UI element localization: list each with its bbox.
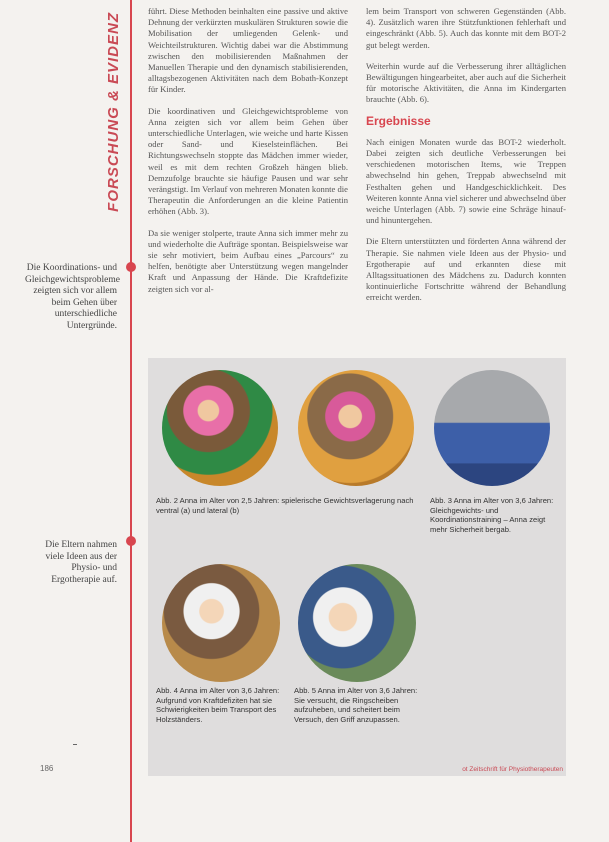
results-heading: Ergebnisse bbox=[366, 113, 431, 128]
paragraph: lem beim Transport von schweren Gegenständen (Abb. 4). Zusätzlich waren ihre Stützfunktionen fehlerhaft und eingeschränkt (Abb. 5). Auch das konnte mit dem BOT-2 gut belegt werden. bbox=[366, 6, 566, 50]
paragraph: Nach einigen Monaten wurde das BOT-2 wiederholt. Dabei zeigten sich deutliche Verbesserungen bei verschiedenen motorischen Items, wie Treppen abwechselnd hin gehen, Treppab abwechselnd mit Festhalten gehen und Handgeschicklichkeit. Des Weiteren konnte Anna viel sicherer und abwechselnd über weiche Unterlagen (Abb. 7) sowie eine Schräge hinauf- und hinuntergehen. bbox=[366, 136, 566, 226]
paragraph: Da sie weniger stolperte, traute Anna sich immer mehr zu und wiederholte die Aufträge spontan. Beispielsweise war sie sehr motiviert, beim Aufbau eines „Parcours“ zu helfen, benötigte aber Unterstützung wegen mangelnder Kraft und Anpassung der Hände. Die Kraftdefizite zeigten sich vor al- bbox=[148, 227, 348, 294]
margin-note-marker bbox=[126, 262, 136, 272]
page-number: 186 bbox=[40, 764, 54, 773]
paragraph: Die Eltern unterstützten und förderten Anna während der Therapie. Sie nahmen viele Ideen aus der Physio- und Ergotherapie auf und erkannten diese mit Alltagssituationen des Mädchens zu. Dadurch konnten kontinuierliche Fortschritte während der Behandlung erreicht werden. bbox=[366, 236, 566, 303]
photo-abb5 bbox=[298, 564, 416, 682]
photo-abb4 bbox=[162, 564, 280, 682]
margin-note-marker bbox=[126, 536, 136, 546]
journal-name: ot Zeitschrift für Physiotherapeuten bbox=[462, 766, 563, 773]
caption-abb2: Abb. 2 Anna im Alter von 2,5 Jahren: spielerische Gewichtsverlagerung nach ventral (a) und lateral (b) bbox=[156, 496, 414, 515]
paragraph: Weiterhin wurde auf die Verbesserung ihrer alltäglichen Bewältigungen hingearbeitet, aber auch auf die Sicherheit für motorische Aktivitäten, die Anna im Kindergarten brauchte (Abb. 6). bbox=[366, 60, 566, 105]
photo-abb2a bbox=[162, 370, 278, 486]
section-rule bbox=[130, 0, 132, 842]
photo-abb2b bbox=[298, 370, 414, 486]
paragraph: Die koordinativen und Gleichgewichtsprobleme von Anna zeigten sich vor allem beim Gehen über unterschiedliche Unterlagen, wie weiche und harte Kissen oder Sand- und Kieselsteinflächen. Bei Richtungswechseln stoppte das Mädchen immer wieder, weil es mit dem rechten Großzeh hängen blieb. Demzufolge brauchte sie häufige Pausen und war sehr verängstigt. Im Verlauf von mehreren Monaten konnte die Therapeutin die Anforderungen an die kleine Patientin erhöhen (Abb. 3). bbox=[148, 105, 348, 217]
caption-abb4: Abb. 4 Anna im Alter von 3,6 Jahren: Aufgrund von Kraftdefiziten hat sie Schwierigkeiten beim Transport des Holzständers. bbox=[156, 686, 280, 724]
footer-dash bbox=[73, 744, 77, 745]
paragraph: führt. Diese Methoden beinhalten eine passive und aktive Dehnung der verkürzten muskulären Strukturen sowie die Mobilisation der umliegenden Gelenk- und Weichteilstrukturen. Wichtig dabei war die Abstimmung zwischen den mobilisierenden Maßnahmen der Manuellen Therapie und den dynamisch stabilisierenden, alltagsbezogenen Aktivitäten nach dem Bobath-Konzept für Kinder. bbox=[148, 6, 348, 95]
margin-note-1: Die Koordinations- und Gleichgewichtsprobleme zeigten sich vor allem beim Gehen über unterschiedliche Untergründe. bbox=[25, 263, 120, 331]
text-column-1 bbox=[148, 6, 348, 305]
caption-abb3: Abb. 3 Anna im Alter von 3,6 Jahren: Gleichgewichts- und Koordinationstraining – Anna zeigt mehr Sicherheit bergab. bbox=[430, 496, 554, 534]
margin-note-2: Die Eltern nahmen viele Ideen aus der Physio- und Ergotherapie auf. bbox=[45, 540, 117, 585]
section-title: FORSCHUNG & EVIDENZ bbox=[105, 12, 122, 212]
text-column-2 bbox=[366, 6, 566, 314]
figure-panel bbox=[148, 358, 566, 776]
caption-abb5: Abb. 5 Anna im Alter von 3,6 Jahren: Sie versucht, die Ringscheiben aufzuheben, und scheitert beim Versuch, den Griff anzupassen. bbox=[294, 686, 418, 724]
photo-abb3 bbox=[434, 370, 550, 486]
